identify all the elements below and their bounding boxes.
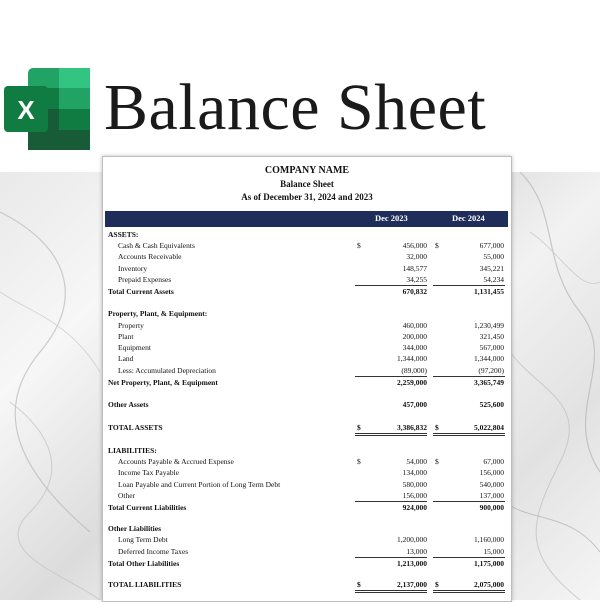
excel-logo-letter: X (17, 95, 35, 125)
total-row: Net Property, Plant, & Equipment 2,259,000 3,365,749 (108, 378, 504, 387)
total-row: Total Other Liabilities 1,213,000 1,175,000 (108, 559, 504, 568)
as-of-date: As of December 31, 2024 and 2023 (241, 192, 373, 202)
table-row: Accounts Payable & Accrued Expense $ 54,000 $ 67,000 (118, 457, 504, 466)
table-row: Cash & Cash Equivalents $ 456,000 $ 677,000 (118, 241, 504, 250)
page-header (0, 60, 600, 155)
column-header-bar (105, 211, 508, 227)
document-title: Balance Sheet (280, 179, 334, 189)
company-name: COMPANY NAME (264, 165, 350, 176)
table-row: Less: Accumulated Depreciation (89,000) (97,200) (118, 366, 504, 375)
total-row: Total Current Assets 670,832 1,131,455 (108, 287, 504, 296)
table-row: Plant 200,000 321,450 (118, 332, 504, 341)
table-row: Land 1,344,000 1,344,000 (118, 354, 504, 363)
grand-total-row: TOTAL LIABILITIES $ 2,137,000 $ 2,075,000 (108, 580, 504, 589)
table-row: Property 460,000 1,230,499 (118, 321, 504, 330)
page-title: Balance Sheet (104, 71, 487, 144)
table-row: Long Term Debt 1,200,000 1,160,000 (118, 535, 504, 544)
table-row: Equipment 344,000 567,000 (118, 343, 504, 352)
balance-sheet-document (102, 156, 512, 602)
grand-total-row: TOTAL ASSETS $ 3,386,832 $ 5,022,804 (108, 423, 504, 432)
table-row: Accounts Receivable 32,000 55,000 (118, 252, 504, 261)
section-header-other-liabilities: Other Liabilities (108, 524, 161, 533)
table-row: Inventory 148,577 345,221 (118, 264, 504, 273)
table-row: Loan Payable and Current Portion of Long Term Debt 580,000 540,000 (118, 480, 504, 489)
table-row: Other Assets 457,000 525,600 (108, 400, 504, 409)
table-row: Income Tax Payable 134,000 156,000 (118, 468, 504, 477)
section-header-liabilities: LIABILITIES: (108, 446, 157, 455)
column-header-dec-2024: Dec 2024 (452, 213, 485, 223)
column-header-dec-2023: Dec 2023 (375, 213, 408, 223)
table-row: Prepaid Expenses 34,255 54,234 (118, 275, 504, 284)
table-row: Other 156,000 137,000 (118, 491, 504, 500)
section-header-assets: ASSETS: (108, 230, 139, 239)
total-row: Total Current Liabilities 924,000 900,000 (108, 503, 504, 512)
section-header-ppe: Property, Plant, & Equipment: (108, 309, 208, 318)
excel-icon (4, 68, 90, 150)
table-row: Deferred Income Taxes 13,000 15,000 (118, 547, 504, 556)
